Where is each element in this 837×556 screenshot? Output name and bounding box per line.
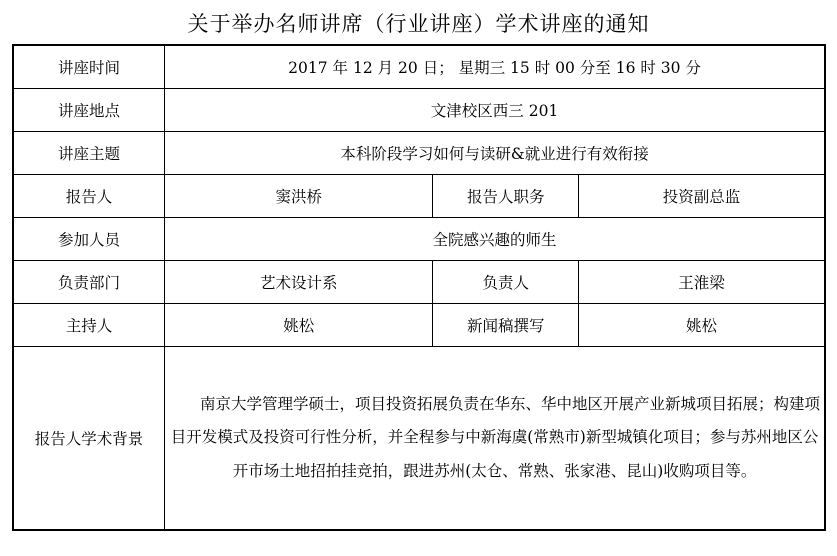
value-background-cell bbox=[165, 347, 825, 531]
label-person-in-charge: 负责人 bbox=[433, 261, 579, 304]
notice-table bbox=[12, 44, 826, 531]
value-dept: 艺术设计系 bbox=[165, 261, 433, 304]
page-title: 关于举办名师讲席（行业讲座）学术讲座的通知 bbox=[187, 12, 650, 36]
value-location: 文津校区西三 201 bbox=[165, 89, 825, 132]
value-person-in-charge: 王淮梁 bbox=[579, 261, 825, 304]
row-dept bbox=[13, 261, 825, 304]
row-speaker bbox=[13, 175, 825, 218]
label-host: 主持人 bbox=[13, 304, 165, 347]
value-background: 南京大学管理学硕士，项目投资拓展负责在华东、华中地区开展产业新城项目拓展；构建项目开发模式及投资可行性分析，并全程参与中新海虞(常熟市)新型城镇化项目；参与苏州地区公开市场土地招拍挂竞拍，跟进苏州(太仓、常熟、张家港、昆山)收购项目等。 bbox=[170, 394, 821, 480]
row-time bbox=[13, 45, 825, 89]
label-attendees: 参加人员 bbox=[13, 218, 165, 261]
label-speaker: 报告人 bbox=[13, 175, 165, 218]
row-location bbox=[13, 89, 825, 132]
label-dept: 负责部门 bbox=[13, 261, 165, 304]
value-news-writer: 姚松 bbox=[579, 304, 825, 347]
label-time: 讲座时间 bbox=[13, 45, 165, 89]
value-attendees: 全院感兴趣的师生 bbox=[165, 218, 825, 261]
row-topic bbox=[13, 132, 825, 175]
label-background: 报告人学术背景 bbox=[13, 347, 165, 531]
label-topic: 讲座主题 bbox=[13, 132, 165, 175]
row-background bbox=[13, 347, 825, 531]
row-attendees bbox=[13, 218, 825, 261]
value-speaker: 窦洪桥 bbox=[165, 175, 433, 218]
label-speaker-position: 报告人职务 bbox=[433, 175, 579, 218]
value-host: 姚松 bbox=[165, 304, 433, 347]
value-topic: 本科阶段学习如何与读研&就业进行有效衔接 bbox=[165, 132, 825, 175]
label-location: 讲座地点 bbox=[13, 89, 165, 132]
label-news-writer: 新闻稿撰写 bbox=[433, 304, 579, 347]
row-host bbox=[13, 304, 825, 347]
value-time: 2017 年 12 月 20 日； 星期三 15 时 00 分至 16 时 30 分 bbox=[165, 45, 825, 89]
value-speaker-position: 投资副总监 bbox=[579, 175, 825, 218]
